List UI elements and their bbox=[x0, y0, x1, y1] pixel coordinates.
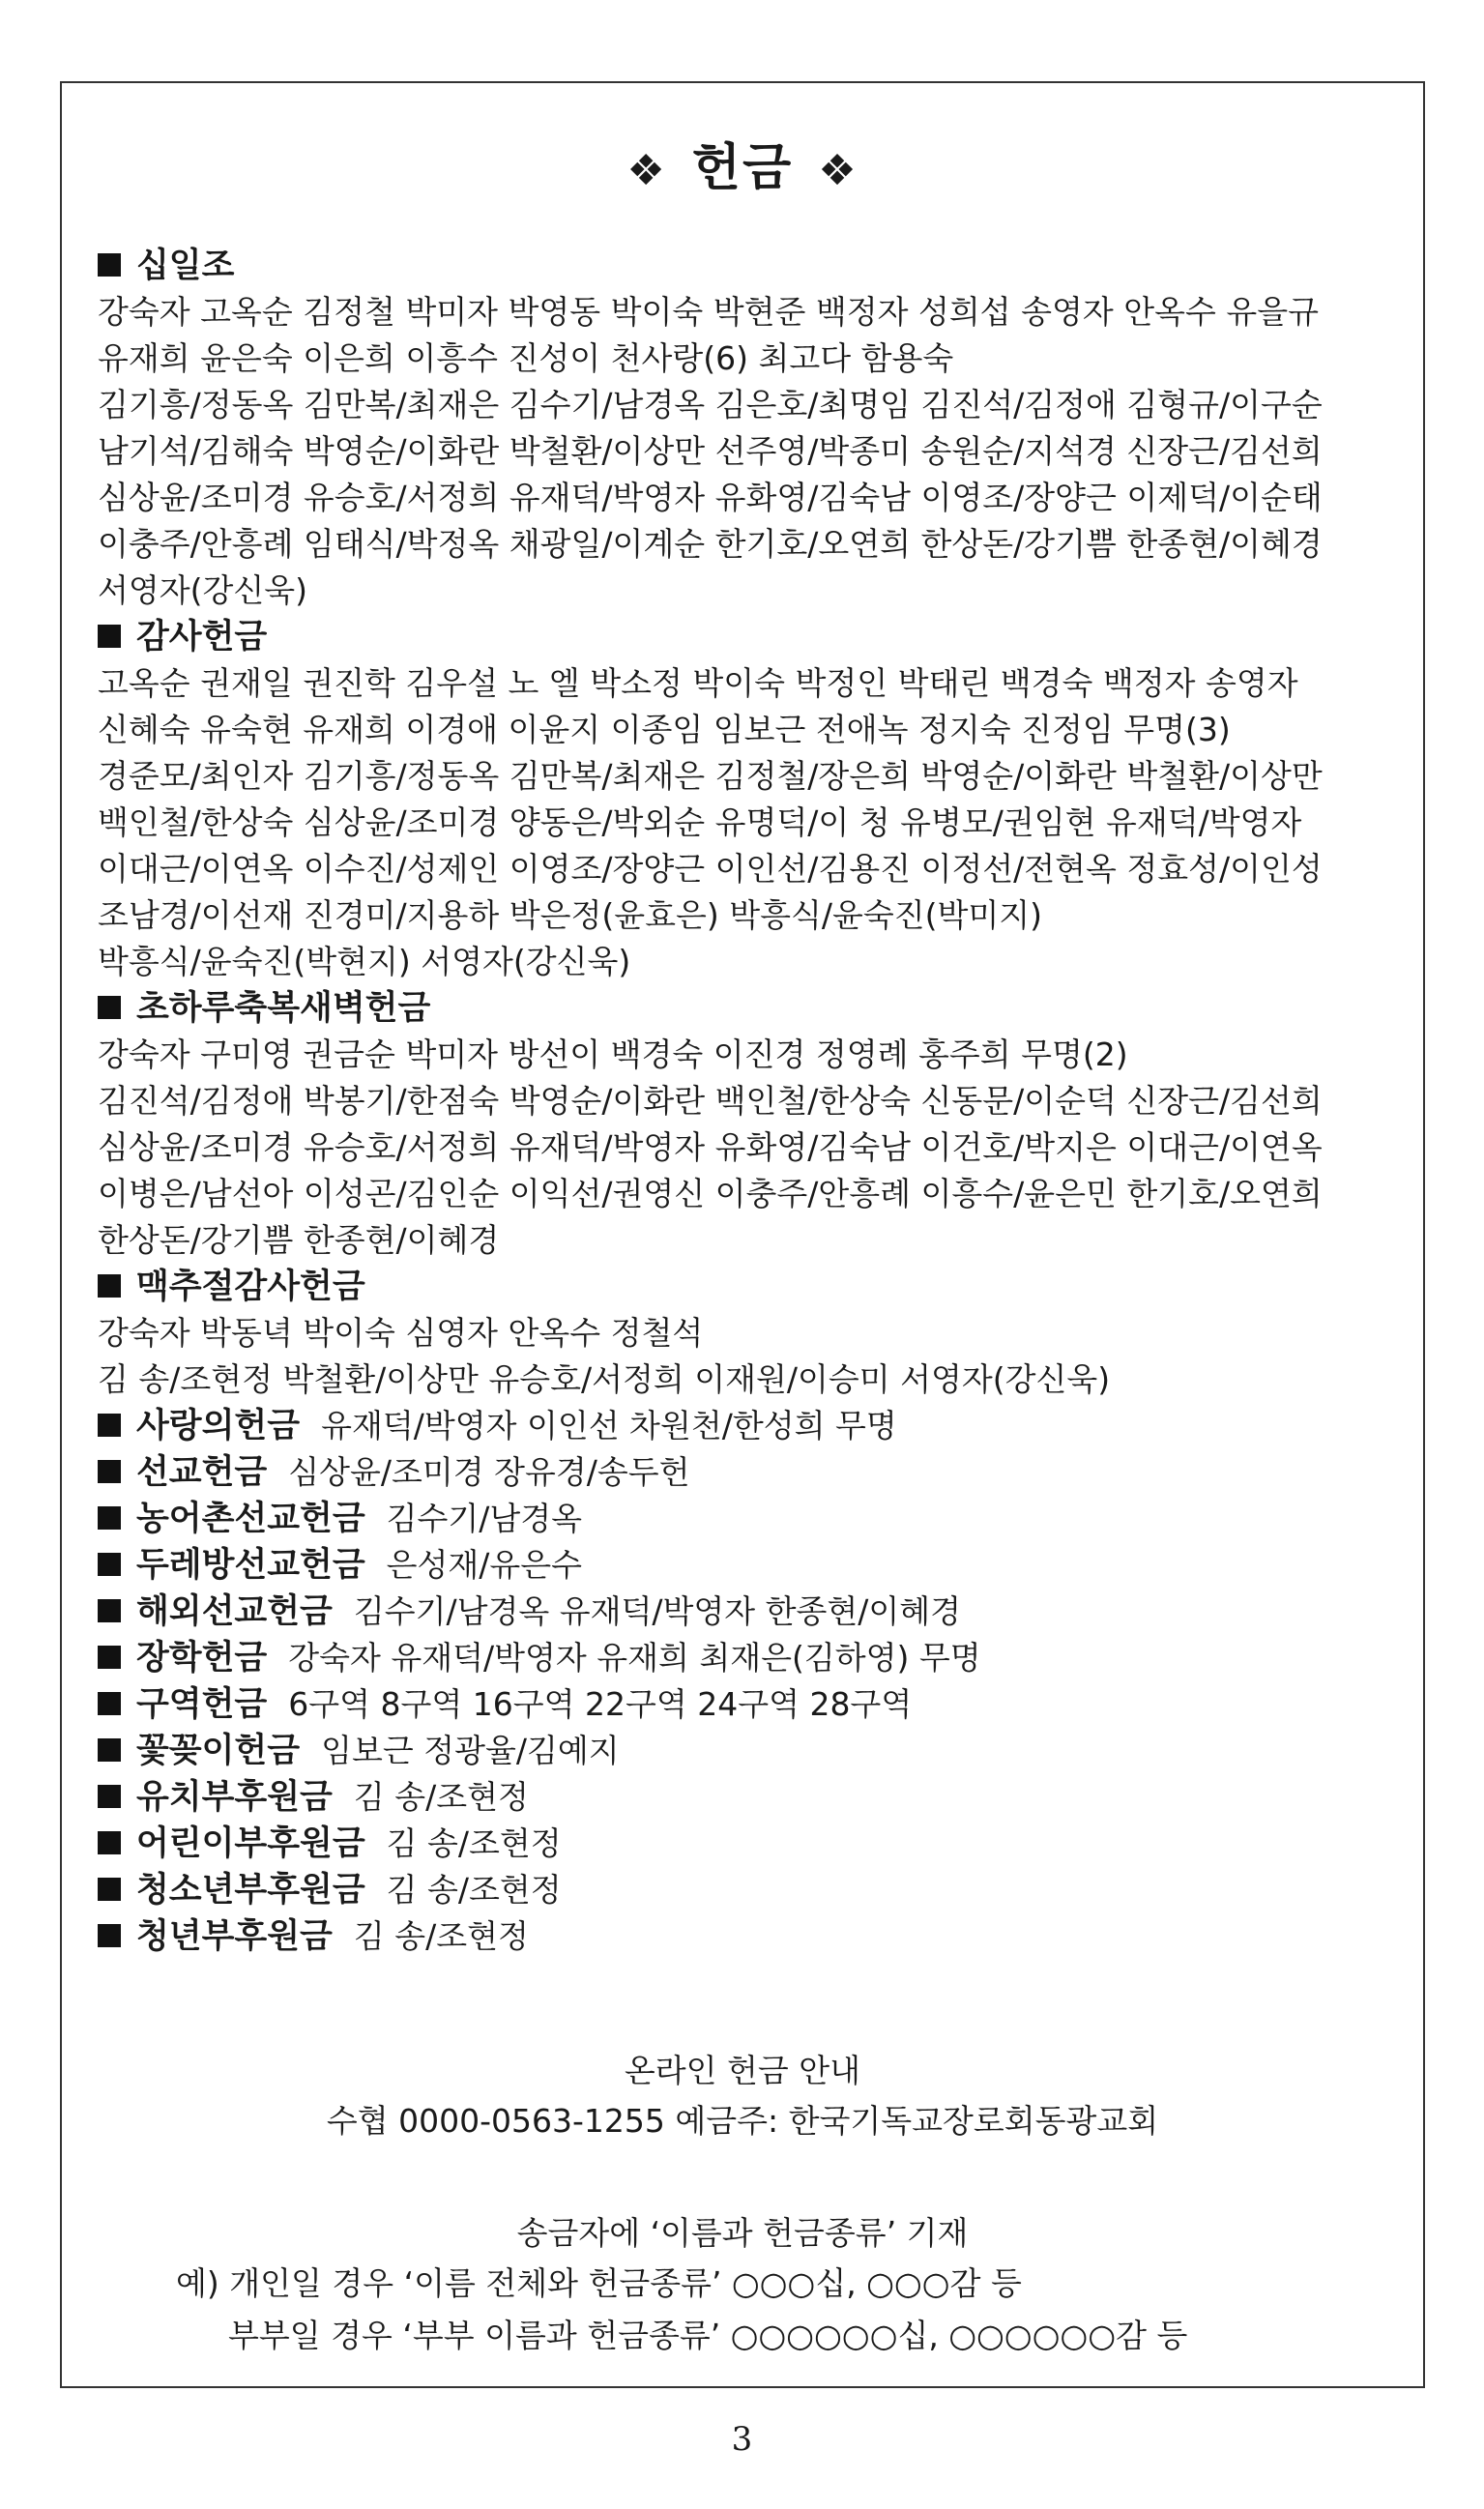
inline-section-names: 은성재/유은수 bbox=[386, 1546, 583, 1584]
name-line: 조남경/이선재 진경미/지용하 박은정(윤효은) 박흥식/윤숙진(박미지) bbox=[98, 896, 1043, 934]
name-line: 경준모/최인자 김기흥/정동옥 김만복/최재은 김정철/장은희 박영순/이화란 박철환/이상만 bbox=[98, 757, 1323, 795]
section-heading-first-day: 초하루축복새벽헌금 bbox=[98, 985, 1412, 1032]
bullet-square-icon bbox=[98, 1414, 121, 1437]
name-line: 김진석/김정애 박봉기/한점숙 박영순/이화란 백인철/한상숙 신동문/이순덕 신장근/김선희 bbox=[98, 1082, 1323, 1120]
inline-section-names: 유재덕/박영자 이인선 차원천/한성희 무명 bbox=[321, 1407, 897, 1444]
bullet-square-icon bbox=[98, 1831, 121, 1854]
inline-section-heading: 청년부후원금 bbox=[136, 1917, 333, 1956]
inline-section-names: 김수기/남경옥 bbox=[386, 1500, 583, 1537]
page-frame bbox=[60, 81, 1425, 2388]
name-line: 한상돈/강기쁨 한종현/이혜경 bbox=[98, 1221, 500, 1259]
section-heading-thanksgiving: 감사헌금 bbox=[98, 614, 1412, 660]
bullet-square-icon bbox=[98, 1692, 121, 1715]
inline-section-heading: 장학헌금 bbox=[136, 1639, 268, 1678]
section-heading-tithe: 십일조 bbox=[98, 243, 1412, 289]
bullet-square-icon bbox=[98, 996, 121, 1019]
name-line: 남기석/김해숙 박영순/이화란 박철환/이상만 선주영/박종미 송원순/지석경 신장근/김선희 bbox=[98, 432, 1323, 470]
name-line: 강숙자 구미영 권금순 박미자 방선이 백경숙 이진경 정영례 홍주희 무명(2) bbox=[98, 1036, 1128, 1073]
inline-section-names: 김 송/조현정 bbox=[386, 1871, 562, 1909]
bullet-square-icon bbox=[98, 1460, 121, 1483]
inline-section-names: 김수기/남경옥 유재덕/박영자 한종현/이혜경 bbox=[353, 1592, 962, 1630]
name-line: 심상윤/조미경 유승호/서정희 유재덕/박영자 유화영/김숙남 이영조/장양근 이제덕/이순태 bbox=[98, 479, 1323, 516]
inline-section bbox=[98, 1496, 1412, 1542]
inline-section-heading: 사랑의헌금 bbox=[136, 1407, 301, 1445]
inline-section-names: 김 송/조현정 bbox=[386, 1824, 562, 1862]
name-line: 유재희 윤은숙 이은희 이흥수 진성이 천사랑(6) 최고다 함용숙 bbox=[98, 339, 954, 377]
inline-section-heading: 구역헌금 bbox=[136, 1685, 268, 1724]
title-text: 헌금 bbox=[691, 139, 794, 197]
name-line: 이충주/안흥례 임태식/박정옥 채광일/이계순 한기호/오연희 한상돈/강기쁨 한종현/이혜경 bbox=[98, 525, 1323, 563]
inline-section-heading: 해외선교헌금 bbox=[136, 1592, 333, 1631]
bullet-square-icon bbox=[98, 1506, 121, 1530]
inline-section-heading: 농어촌선교헌금 bbox=[136, 1500, 365, 1538]
inline-section-heading: 선교헌금 bbox=[136, 1453, 268, 1492]
inline-section-names: 김 송/조현정 bbox=[353, 1917, 529, 1955]
online-example-individual: 예) 개인일 경우 ‘이름 전체와 헌금종류’ ○○○십, ○○○감 등 bbox=[176, 2264, 1022, 2302]
inline-section-names: 강숙자 유재덕/박영자 유재희 최재은(김하영) 무명 bbox=[288, 1639, 981, 1677]
name-line: 백인철/한상숙 심상윤/조미경 양동은/박외순 유명덕/이 청 유병모/권임현 유재덕/박영자 bbox=[98, 803, 1302, 841]
name-line: 강숙자 고옥순 김정철 박미자 박영동 박이숙 박현준 백정자 성희섭 송영자 안옥수 유을규 bbox=[98, 293, 1319, 331]
inline-section bbox=[98, 1635, 1412, 1681]
inline-section-names: 심상윤/조미경 장유경/송두헌 bbox=[288, 1453, 690, 1491]
inline-section bbox=[98, 1867, 1412, 1913]
name-line: 이병은/남선아 이성곤/김인순 이익선/권영신 이충주/안흥례 이흥수/윤은민 한기호/오연희 bbox=[98, 1175, 1323, 1212]
bullet-square-icon bbox=[98, 253, 121, 277]
bullet-square-icon bbox=[98, 1878, 121, 1901]
inline-section bbox=[98, 1681, 1412, 1728]
inline-section-heading: 유치부후원금 bbox=[136, 1778, 333, 1817]
inline-section bbox=[98, 1403, 1412, 1449]
name-line: 신혜숙 유숙현 유재희 이경애 이윤지 이종임 임보근 전애녹 정지숙 진정임 무명(3) bbox=[98, 711, 1231, 748]
bullet-square-icon bbox=[98, 625, 121, 648]
inline-section bbox=[98, 1589, 1412, 1635]
offering-list bbox=[98, 243, 1412, 1960]
name-line: 강숙자 박동녁 박이숙 심영자 안옥수 정철석 bbox=[98, 1314, 704, 1352]
bullet-square-icon bbox=[98, 1599, 121, 1622]
bullet-square-icon bbox=[98, 1785, 121, 1808]
ornament-left-icon: ❖ bbox=[626, 146, 667, 195]
inline-section-names: 6구역 8구역 16구역 22구역 24구역 28구역 bbox=[288, 1685, 913, 1723]
inline-section bbox=[98, 1913, 1412, 1960]
bullet-square-icon bbox=[98, 1274, 121, 1298]
name-line: 심상윤/조미경 유승호/서정희 유재덕/박영자 유화영/김숙남 이건호/박지은 이대근/이연옥 bbox=[98, 1128, 1323, 1166]
inline-section bbox=[98, 1542, 1412, 1589]
inline-section bbox=[98, 1728, 1412, 1774]
bullet-square-icon bbox=[98, 1738, 121, 1762]
page-title bbox=[62, 127, 1423, 199]
online-example-couple: 부부일 경우 ‘부부 이름과 헌금종류’ ○○○○○○십, ○○○○○○감 등 bbox=[228, 2317, 1188, 2354]
name-line: 김 송/조현정 박철환/이상만 유승호/서정희 이재원/이승미 서영자(강신욱) bbox=[98, 1360, 1111, 1398]
inline-section bbox=[98, 1449, 1412, 1496]
inline-section-names: 김 송/조현정 bbox=[353, 1778, 529, 1816]
ornament-right-icon: ❖ bbox=[818, 146, 858, 195]
name-line: 서영자(강신욱) bbox=[98, 571, 308, 609]
name-line: 박흥식/윤숙진(박현지) 서영자(강신욱) bbox=[98, 943, 631, 980]
name-line: 고옥순 권재일 권진학 김우설 노 엘 박소정 박이숙 박정인 박태린 백경숙 백정자 송영자 bbox=[98, 664, 1298, 702]
inline-section-heading: 꽃꽂이헌금 bbox=[136, 1732, 301, 1770]
inline-section-names: 임보근 정광율/김예지 bbox=[321, 1732, 620, 1769]
name-line: 이대근/이연옥 이수진/성제인 이영조/장양근 이인선/김용진 이정선/전현옥 정효성/이인성 bbox=[98, 850, 1323, 888]
online-offering-title: 온라인 헌금 안내 bbox=[624, 2052, 861, 2089]
inline-section bbox=[98, 1774, 1412, 1821]
inline-section-heading: 두레방선교헌금 bbox=[136, 1546, 365, 1585]
bullet-square-icon bbox=[98, 1924, 121, 1947]
bullet-square-icon bbox=[98, 1646, 121, 1669]
section-heading-harvest: 맥추절감사헌금 bbox=[98, 1264, 1412, 1310]
name-line: 김기흥/정동옥 김만복/최재은 김수기/남경옥 김은호/최명임 김진석/김정애 김형규/이구순 bbox=[98, 386, 1323, 423]
inline-section bbox=[98, 1821, 1412, 1867]
online-instruction: 송금자에 ‘이름과 헌금종류’ 기재 bbox=[516, 2214, 969, 2252]
online-account-info: 수협 0000-0563-1255 예금주: 한국기독교장로회동광교회 bbox=[326, 2102, 1159, 2140]
bullet-square-icon bbox=[98, 1553, 121, 1576]
inline-section-heading: 어린이부후원금 bbox=[136, 1824, 365, 1863]
page-number: 3 bbox=[731, 2420, 753, 2459]
inline-section-heading: 청소년부후원금 bbox=[136, 1871, 365, 1910]
